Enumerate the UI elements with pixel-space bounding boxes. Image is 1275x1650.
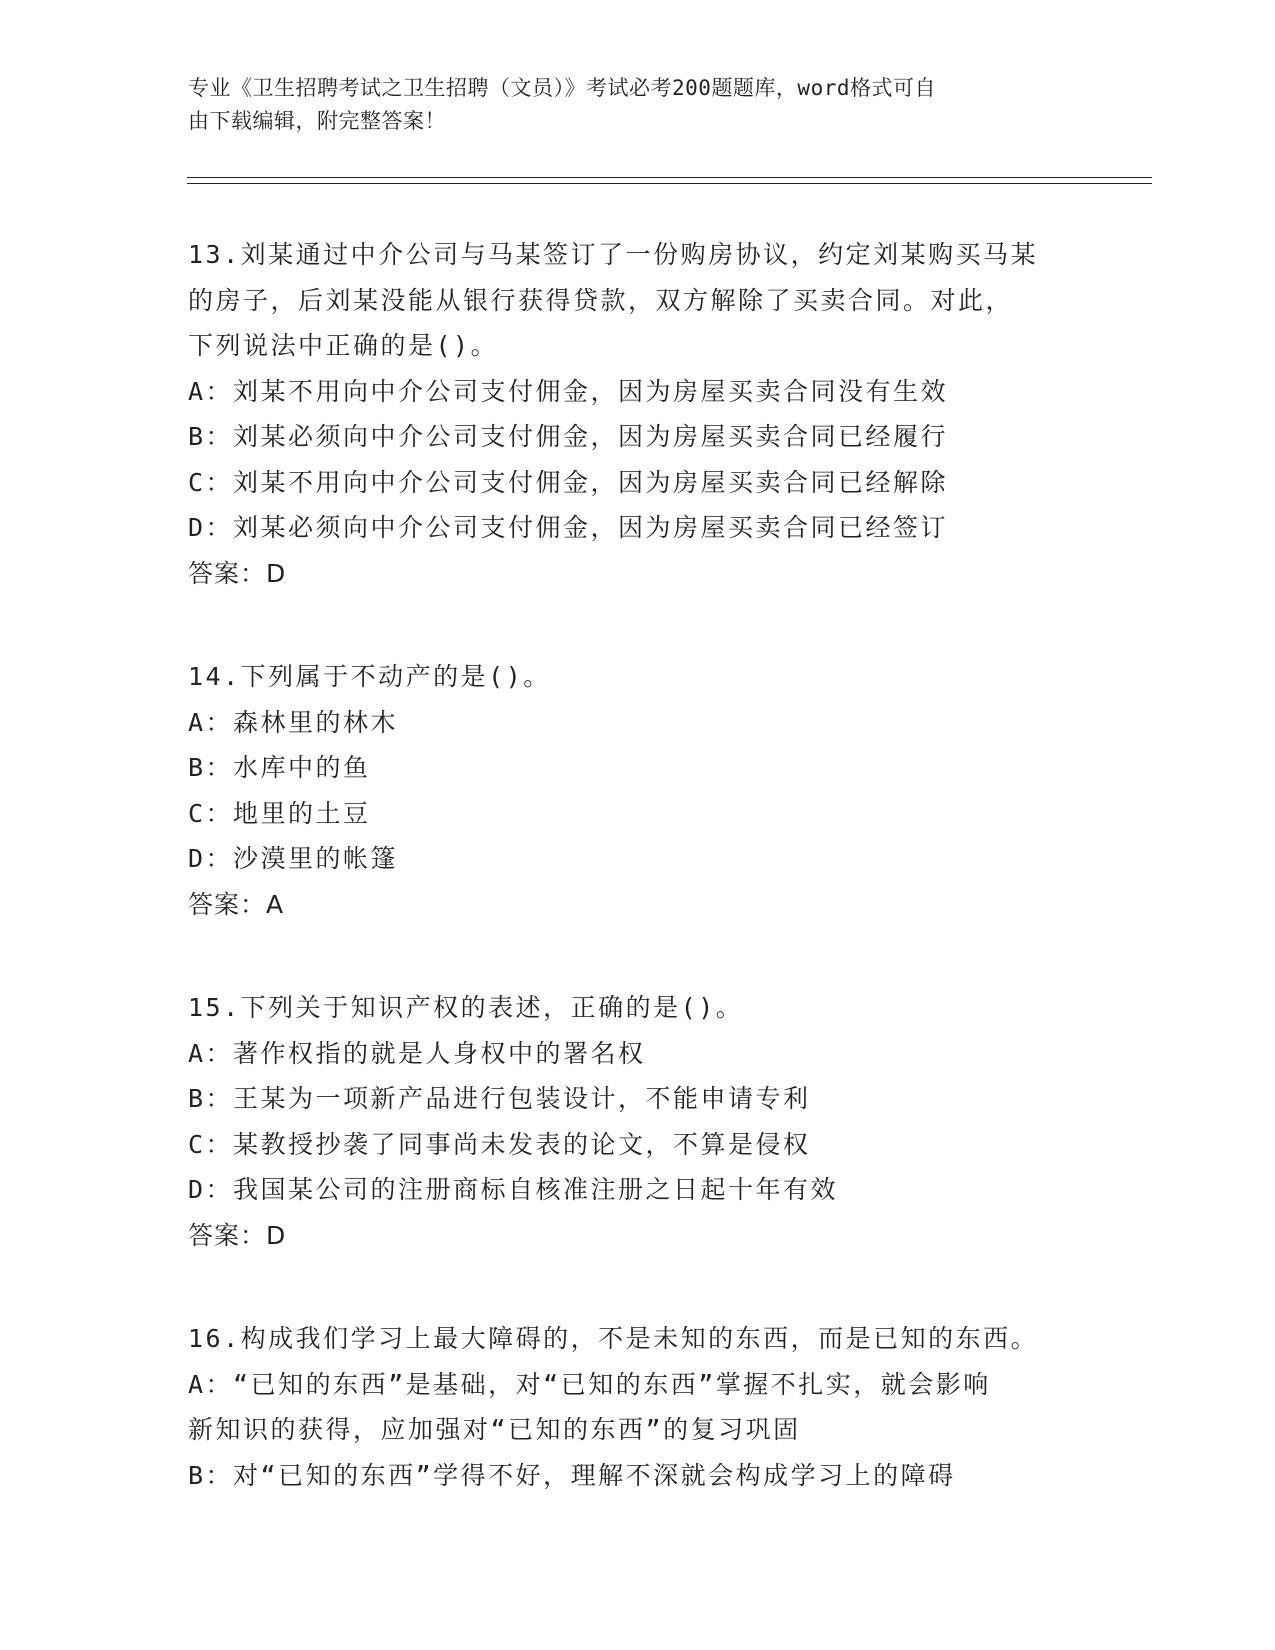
option-b: B：刘某必须向中介公司支付佣金，因为房屋买卖合同已经履行 — [188, 422, 949, 451]
header-divider-top — [187, 177, 1152, 178]
header-line-2: 由下载编辑，附完整答案！ — [188, 109, 446, 133]
header-line-1: 专业《卫生招聘考试之卫生招聘（文员）》考试必考200题题库，word格式可自 — [188, 76, 936, 100]
question-stem-line: 14.下列属于不动产的是()。 — [188, 662, 551, 691]
question-stem-line: 16.构成我们学习上最大障碍的，不是未知的东西，而是已知的东西。 — [188, 1324, 1039, 1353]
document-header — [188, 72, 1068, 138]
option-b: B：对“已知的东西”学得不好，理解不深就会构成学习上的障碍 — [188, 1460, 956, 1490]
answer-label: 答案：A — [188, 889, 285, 919]
question-14 — [188, 654, 1088, 927]
header-divider-bottom — [187, 183, 1152, 184]
option-a-continued: 新知识的获得，应加强对“已知的东西”的复习巩固 — [188, 1415, 801, 1444]
answer-label: 答案：D — [188, 1220, 287, 1250]
question-13 — [188, 232, 1088, 596]
option-a: A：“已知的东西”是基础，对“已知的东西”掌握不扎实，就会影响 — [188, 1369, 991, 1399]
option-a: A：刘某不用向中介公司支付佣金，因为房屋买卖合同没有生效 — [188, 376, 949, 406]
option-a: A：森林里的林木 — [188, 707, 399, 737]
option-d: D：刘某必须向中介公司支付佣金，因为房屋买卖合同已经签订 — [188, 513, 949, 542]
question-stem-line: 的房子，后刘某没能从银行获得贷款，双方解除了买卖合同。对此， — [188, 285, 1014, 315]
option-c: C：地里的土豆 — [188, 798, 371, 828]
question-stem-line: 15.下列关于知识产权的表述，正确的是()。 — [188, 993, 744, 1022]
option-d: D：沙漠里的帐篷 — [188, 844, 399, 873]
answer-label: 答案：D — [188, 558, 287, 588]
option-d: D：我国某公司的注册商标自核准注册之日起十年有效 — [188, 1175, 839, 1204]
option-c: C：刘某不用向中介公司支付佣金，因为房屋买卖合同已经解除 — [188, 467, 949, 497]
option-b: B：水库中的鱼 — [188, 753, 371, 782]
question-15 — [188, 985, 1088, 1258]
option-c: C：某教授抄袭了同事尚未发表的论文，不算是侵权 — [188, 1129, 811, 1159]
question-stem-line: 下列说法中正确的是()。 — [188, 331, 499, 360]
question-16 — [188, 1316, 1088, 1498]
option-a: A：著作权指的就是人身权中的署名权 — [188, 1038, 646, 1068]
option-b: B：王某为一项新产品进行包装设计，不能申请专利 — [188, 1084, 811, 1113]
question-stem-line: 13.刘某通过中介公司与马某签订了一份购房协议，约定刘某购买马某 — [188, 240, 1039, 269]
question-list — [188, 232, 1088, 1556]
